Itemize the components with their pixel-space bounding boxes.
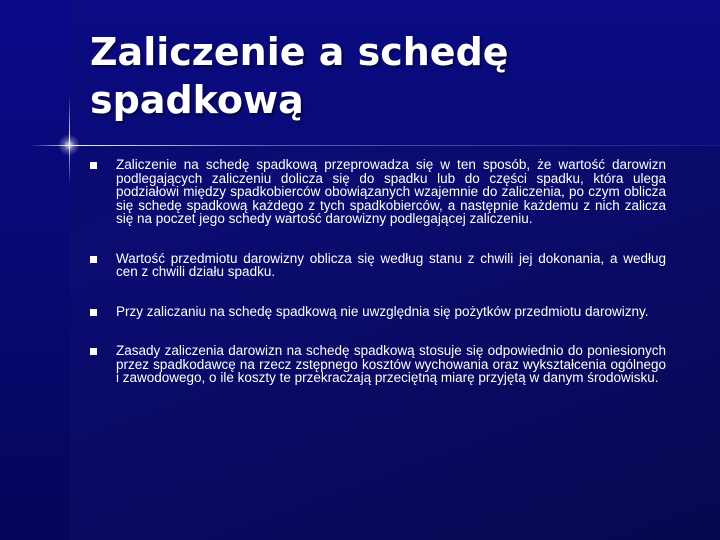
bullet-text: Przy zaliczaniu na schedę spadkową nie uwzględnia się pożytków przedmiotu darowizny. [116,303,649,319]
square-bullet-icon [90,162,97,169]
slide-title: Zaliczenie a schedę spadkową [90,30,509,122]
bullet-item [90,158,666,226]
square-bullet-icon [90,348,97,355]
sparkle-icon [58,134,80,156]
square-bullet-icon [90,256,97,263]
bullet-text: Wartość przedmiotu darowizny oblicza się według stanu z chwili jej dokonania, a według cen z chwili działu spadku. [116,250,666,279]
left-decor-band [0,0,70,540]
bullet-text: Zasady zaliczenia darowizn na schedę spadkową stosuje się odpowiednio do poniesionych przez spadkodawcę na rzecz zstępnego kosztów wychowania oraz wykształcenia ogólnego i zawodowego, o ile koszty te przekraczają przeciętną miarę przyjętą w danym środowisku. [116,343,666,385]
bullet-text: Zaliczenie na schedę spadkową przeprowadza się w ten sposób, że wartość darowizn podlegających zaliczeniu dolicza się do spadku lub do części spadku, która ulega podziałowi między spadkobierców obowiązanych wzajemnie do zaliczenia, po czym oblicza się schedę spadkową każdego z tych spadkobierców, a następnie każdemu z nich zalicza się na poczet jego schedy wartość darowizny podlegającej zaliczeniu. [116,157,666,226]
bullet-item [90,305,666,319]
bullet-list [90,158,666,411]
square-bullet-icon [90,309,97,316]
bullet-item [90,252,666,279]
bullet-item [90,344,666,385]
horizontal-accent-line [30,145,720,146]
